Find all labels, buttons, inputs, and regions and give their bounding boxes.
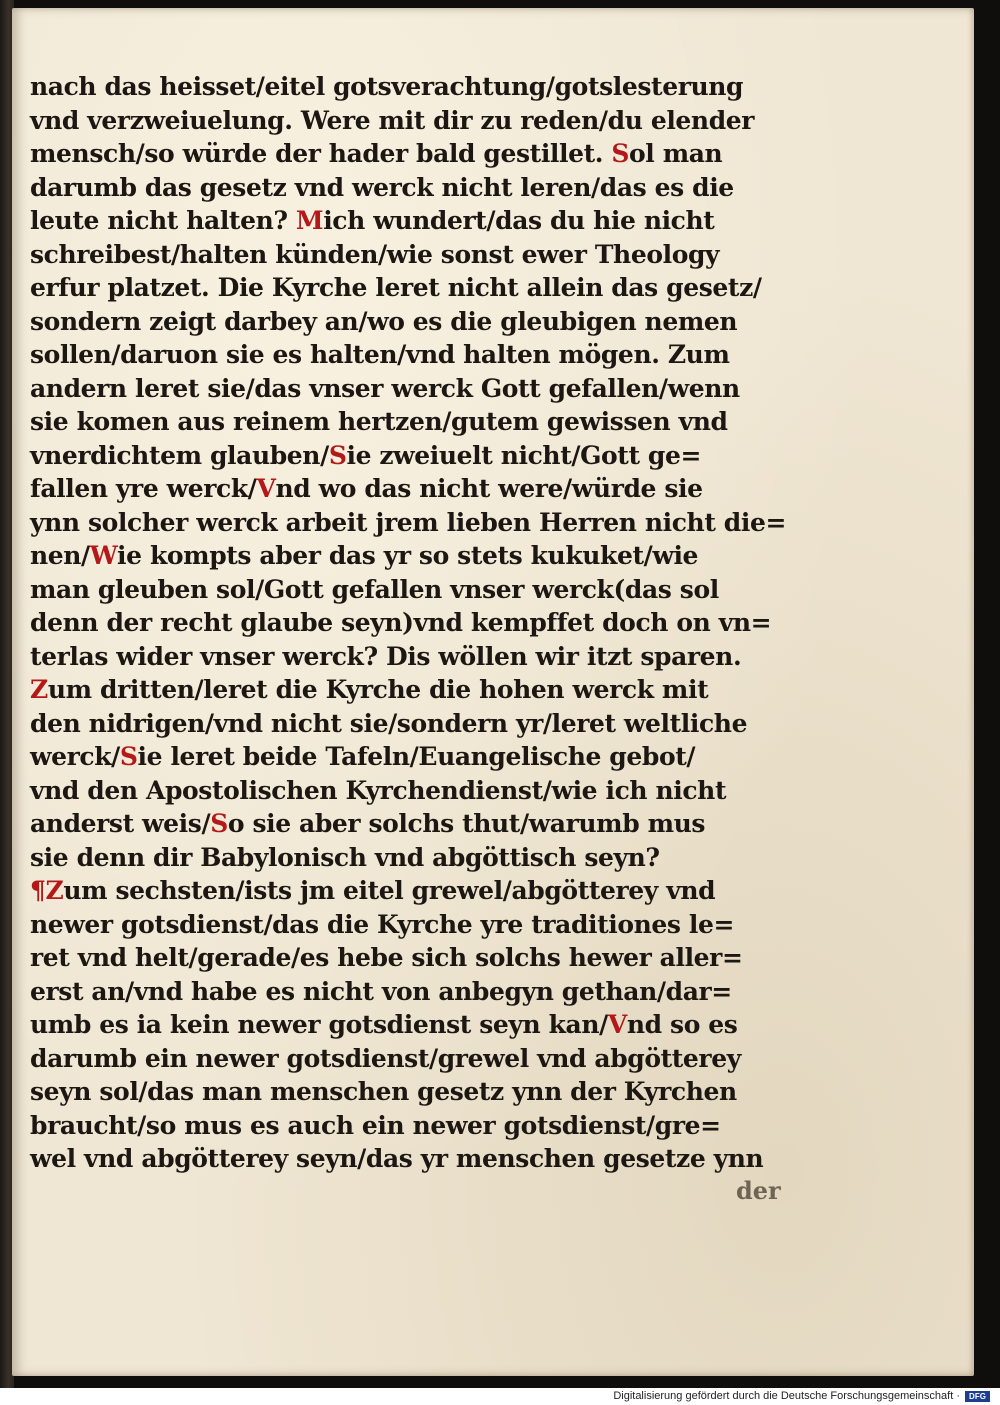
text-line: vnerdichtem glauben/Sie zweiuelt nicht/Gott ge=: [30, 440, 702, 470]
text-line: vnd den Apostolischen Kyrchendienst/wie ich nicht: [30, 775, 727, 805]
digitization-footer: [0, 1388, 1000, 1405]
body-text: [30, 70, 790, 1176]
text-line: leute nicht halten? Mich wundert/das du hie nicht: [30, 206, 715, 235]
text-line: ret vnd helt/gerade/es hebe sich solchs hewer aller=: [30, 943, 743, 972]
text-line: nen/Wie kompts aber das yr so stets kukuket/wie: [30, 541, 699, 570]
text-line: sie denn dir Babylonisch vnd abgöttisch seyn?: [30, 842, 660, 872]
text-line: vnd verzweiuelung. Were mit dir zu reden/du elender: [30, 105, 755, 135]
text-line: newer gotsdienst/das die Kyrche yre traditiones le=: [30, 909, 735, 939]
text-line: darumb das gesetz vnd werck nicht leren/das es die: [30, 172, 734, 202]
text-line: darumb ein newer gotsdienst/grewel vnd abgötterey: [30, 1043, 741, 1073]
text-line: sondern zeigt darbey an/wo es die gleubigen nemen: [30, 306, 738, 336]
text-line: mensch/so würde der hader bald gestillet. Sol man: [30, 139, 723, 168]
text-line: denn der recht glaube seyn)vnd kempffet doch on vn=: [30, 608, 772, 637]
text-line: wel vnd abgötterey seyn/das yr menschen gesetze ynn: [30, 1144, 764, 1173]
text-line: man gleuben sol/Gott gefallen vnser werck(das sol: [30, 574, 719, 604]
text-line: sollen/daruon sie es halten/vnd halten mögen. Zum: [30, 340, 730, 369]
catchword: der: [736, 1176, 781, 1205]
dfg-logo-icon: DFG: [965, 1391, 990, 1402]
text-line: ynn solcher werck arbeit jrem lieben Herren nicht die=: [30, 507, 787, 537]
text-line: andern leret sie/das vnser werck Gott gefallen/wenn: [30, 373, 740, 403]
text-line: braucht/so mus es auch ein newer gotsdienst/gre=: [30, 1110, 721, 1140]
text-line: werck/Sie leret beide Tafeln/Euangelische gebot/: [30, 742, 696, 771]
text-line: seyn sol/das man menschen gesetz ynn der Kyrchen: [30, 1077, 737, 1106]
text-line: sie komen aus reinem hertzen/gutem gewissen vnd: [30, 407, 728, 436]
text-line: erst an/vnd habe es nicht von anbegyn gethan/dar=: [30, 976, 732, 1006]
text-line: anderst weis/So sie aber solchs thut/warumb mus: [30, 809, 706, 838]
text-line: Zum dritten/leret die Kyrche die hohen werck mit: [30, 675, 709, 704]
text-line: den nidrigen/vnd nicht sie/sondern yr/leret weltliche: [30, 708, 748, 738]
funding-credit: Digitalisierung gefördert durch die Deutsche Forschungsgemeinschaft ·: [613, 1390, 960, 1402]
text-line: umb es ia kein newer gotsdienst seyn kan/Vnd so es: [30, 1010, 738, 1039]
text-line: terlas wider vnser werck? Dis wöllen wir itzt sparen.: [30, 641, 742, 671]
text-line: fallen yre werck/Vnd wo das nicht were/würde sie: [30, 474, 703, 503]
book-page: [12, 8, 974, 1376]
text-line: schreibest/halten künden/wie sonst ewer Theology: [30, 239, 720, 269]
text-line: nach das heisset/eitel gotsverachtung/gotslesterung: [30, 72, 744, 101]
text-line: erfur platzet. Die Kyrche leret nicht allein das gesetz/: [30, 273, 762, 302]
text-line: ¶Zum sechsten/ists jm eitel grewel/abgötterey vnd: [30, 876, 716, 905]
